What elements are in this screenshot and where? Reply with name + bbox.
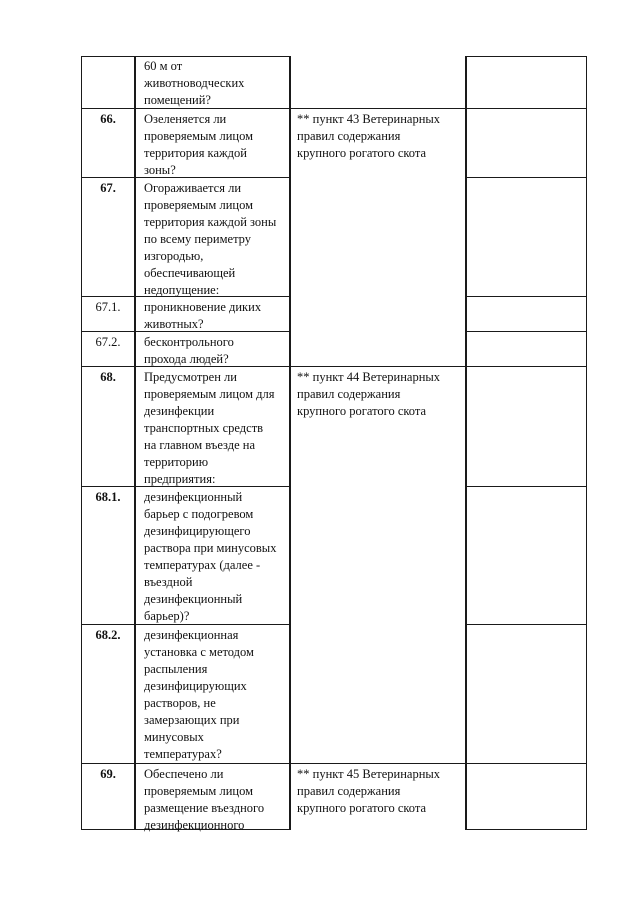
column-border-right <box>586 56 587 830</box>
item-question: дезинфекционный барьер с подогревом дезинфицирующего раствора при минусовых температурах (далее - въездной дезинфекционный барьер)? <box>144 490 277 623</box>
item-number: 67.1. <box>95 300 121 314</box>
item-number: 67.2. <box>95 335 121 349</box>
table-bottom-border <box>466 829 587 830</box>
item-number: 69. <box>100 767 116 781</box>
row-divider <box>466 331 587 332</box>
item-number: 66. <box>100 112 116 126</box>
row-divider <box>466 486 587 487</box>
item-reference: ** пункт 45 Ветеринарных правил содержания крупного рогатого скота <box>297 767 441 815</box>
column-border-reference <box>465 56 467 830</box>
item-question: Обеспечено ли проверяемым лицом размещение въездного дезинфекционного <box>144 767 265 832</box>
item-question: Огораживается ли проверяемым лицом территория каждой зоны по всему периметру изгородью, обеспечивающей недопущение: <box>144 181 277 297</box>
item-number: 67. <box>100 181 116 195</box>
item-reference: ** пункт 44 Ветеринарных правил содержания крупного рогатого скота <box>297 370 441 418</box>
column-border-left <box>81 56 82 830</box>
item-question: Озеленяется ли проверяемым лицом территория каждой зоны? <box>144 112 253 177</box>
row-divider <box>466 177 587 178</box>
item-question: 60 м от животноводческих помещений? <box>144 59 245 107</box>
item-question: проникновение диких животных? <box>144 300 262 331</box>
column-border-num <box>134 56 136 830</box>
item-question: Предусмотрен ли проверяемым лицом для дезинфекции транспортных средств на главном въезде на территорию предприятия: <box>144 370 275 486</box>
item-number: 68.2. <box>95 628 121 642</box>
row-divider <box>81 763 587 764</box>
item-number: 68.1. <box>95 490 121 504</box>
item-number: 68. <box>100 370 116 384</box>
row-divider <box>466 624 587 625</box>
table-top-border-right <box>466 56 587 57</box>
item-reference: ** пункт 43 Ветеринарных правил содержания крупного рогатого скота <box>297 112 441 160</box>
item-question: дезинфекционная установка с методом распыления дезинфицирующих растворов, не замерзающих при минусовых температурах? <box>144 628 254 761</box>
row-divider <box>466 296 587 297</box>
table-top-border-left <box>81 56 291 57</box>
item-question: бесконтрольного прохода людей? <box>144 335 234 366</box>
